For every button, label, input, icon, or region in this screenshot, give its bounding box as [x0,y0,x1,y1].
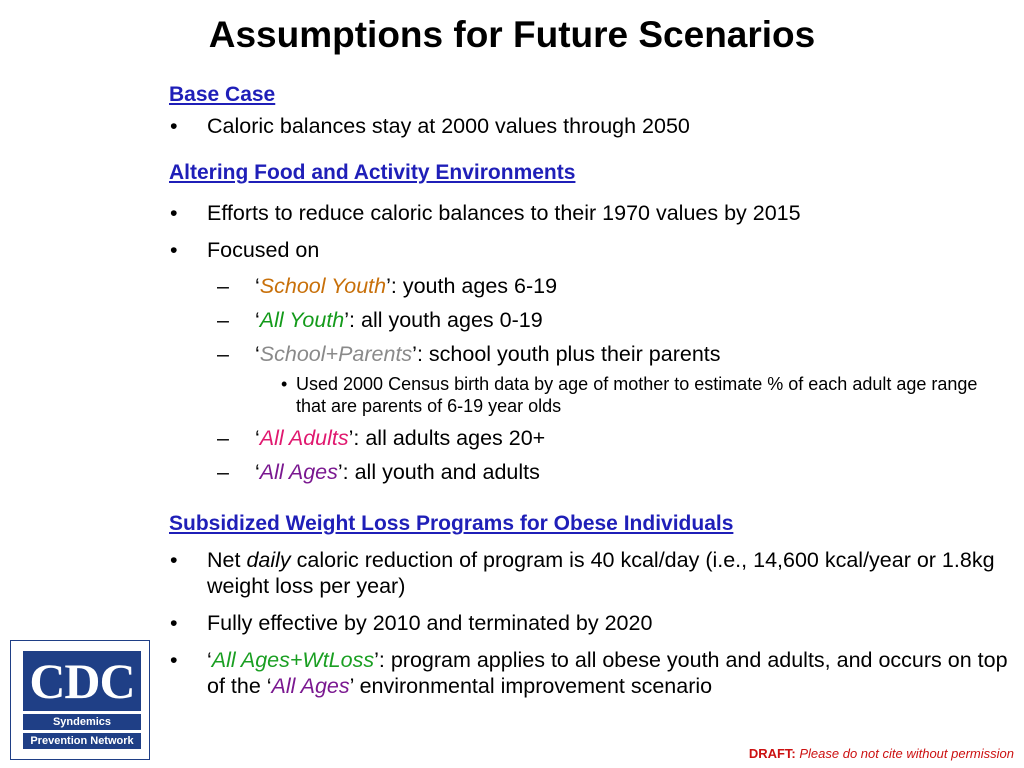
bullet-dot: • [170,648,178,672]
dash-mark: – [217,342,229,366]
scenario-desc: : all adults ages 20+ [353,426,546,450]
altering-bullet-focused [169,237,1009,263]
scenario-all-youth: – ‘All Youth’: all youth ages 0-19 [217,308,543,332]
dash-mark: – [217,308,229,332]
bullet-dot: • [170,114,178,138]
page-title: Assumptions for Future Scenarios [208,14,816,55]
scenario-desc: : school youth plus their parents [416,342,721,366]
scenario-desc: : youth ages 6-19 [390,274,558,298]
note-text: Used 2000 Census birth data by age of mother to estimate % of each adult age range that are parents of 6-19 year olds [296,374,978,416]
scenario-name: School+Parents [259,342,413,366]
subsidized-heading[interactable]: Subsidized Weight Loss Programs for Obese Individuals [169,512,734,535]
bullet-dot: • [170,611,178,635]
dash-mark: – [217,274,229,298]
scenario-desc: : all youth and adults [342,460,540,484]
altering-heading[interactable]: Altering Food and Activity Environments [169,161,576,184]
scenario-all-ages: – ‘All Ages’: all youth and adults [217,460,540,484]
subsidized-bullet-net-daily [169,547,1009,599]
scenario-name: All Adults [259,426,349,450]
bullet-dot: • [170,201,178,225]
dash-mark: – [217,460,229,484]
bullet-text: Fully effective by 2010 and terminated by 2020 [207,611,653,635]
slide-content [169,82,1009,699]
cdc-logo [10,640,150,760]
scenario-name: All Ages [259,460,338,484]
bullet-text: Net daily caloric reduction of program is 40 kcal/day (i.e., 14,600 kcal/year or 1.8kg weight loss per year) [207,548,995,598]
cdc-logo-mark: CDC [23,651,141,711]
base-case-heading[interactable]: Base Case [169,83,276,106]
census-note [169,373,1009,417]
logo-line-prevention: Prevention Network [23,733,141,749]
logo-line-syndemics: Syndemics [23,714,141,730]
bullet-dot: • [170,238,178,262]
scenario-school-youth: – ‘School Youth’: youth ages 6-19 [217,274,558,298]
bullet-text: ‘All Ages+WtLoss’: program applies to all obese youth and adults, and occurs on top of the ‘All Ages’ environmental improvement scenario [207,648,1008,698]
scenario-school-parents: – ‘School+Parents’: school youth plus their parents [217,342,721,366]
bullet-dot: • [281,374,288,394]
bullet-text: Focused on [207,238,320,262]
dash-mark: – [217,426,229,450]
scenario-desc: : all youth ages 0-19 [349,308,543,332]
scenario-name: School Youth [259,274,387,298]
bullet-text: Efforts to reduce caloric balances to their 1970 values by 2015 [207,201,801,225]
scenario-all-adults: – ‘All Adults’: all adults ages 20+ [217,426,546,450]
subsidized-bullet-effective [169,610,1009,636]
scenario-name: All Youth [259,308,345,332]
bullet-text: Caloric balances stay at 2000 values through 2050 [207,114,690,138]
bullet-dot: • [170,548,178,572]
draft-text: Please do not cite without permission [799,746,1014,761]
altering-bullet-efforts [169,200,1009,226]
base-case-bullet [169,113,1009,139]
draft-label: DRAFT: [748,746,796,761]
draft-notice [749,746,1014,761]
subsidized-bullet-wtloss [169,647,1009,699]
